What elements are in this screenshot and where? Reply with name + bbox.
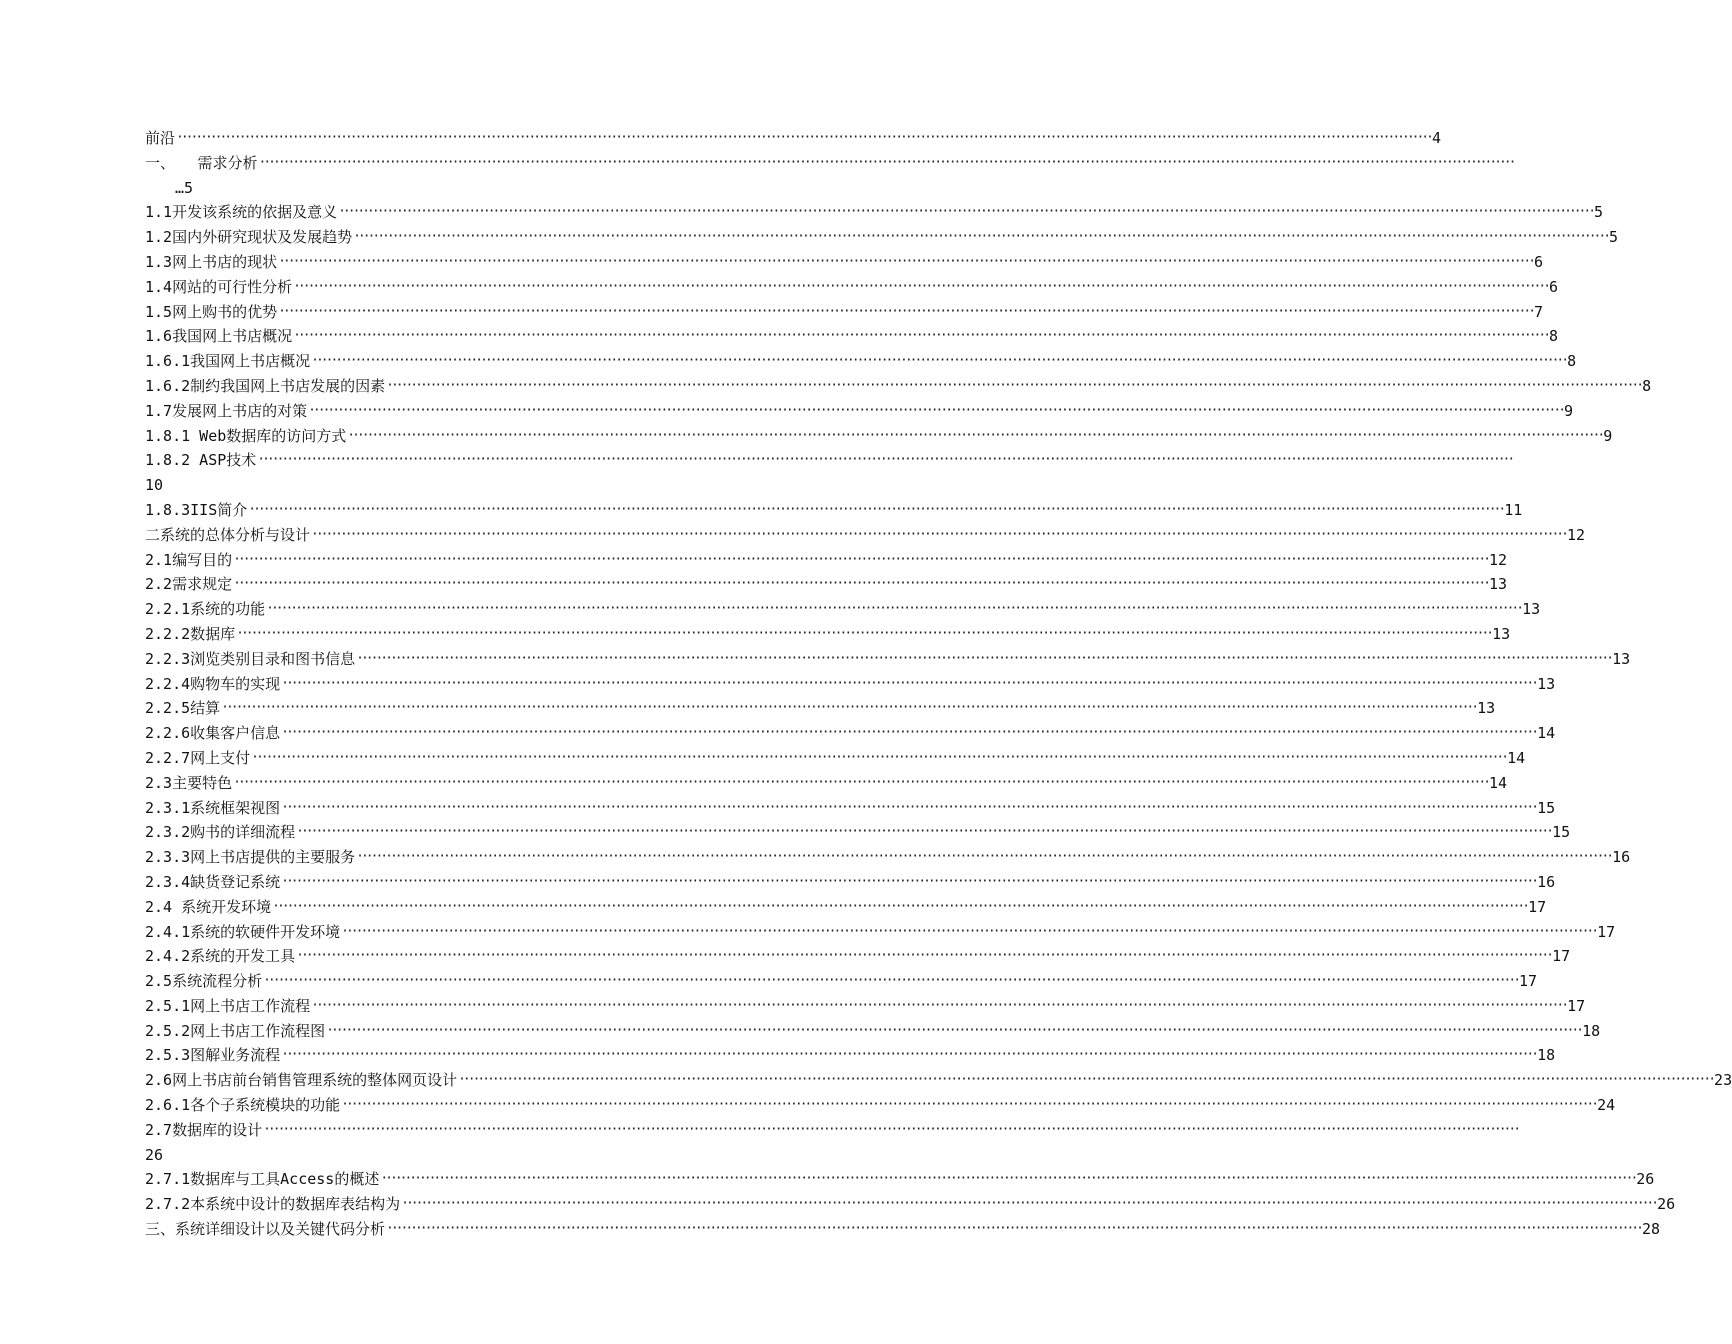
toc-entry: [145, 399, 1574, 424]
toc-leader-dots: ····································································································································································································································································: [272, 898, 1528, 914]
toc-entry: [145, 151, 1514, 176]
toc-entry: [145, 1068, 1732, 1093]
toc-entry-title: 2.7.1数据库与工具Access的概述: [145, 1170, 380, 1189]
toc-entry-title: 1.8.3IIS简介: [145, 500, 248, 519]
toc-entry: [145, 324, 1559, 349]
toc-entry-title: 2.3主要特色: [145, 773, 233, 792]
toc-leader-dots: ····································································································································································································································································: [281, 873, 1537, 889]
toc-entry-title: 1.6.1我国网上书店概况: [145, 352, 311, 371]
toc-leader-dots: ····································································································································································································································································: [338, 204, 1594, 220]
toc-entry-title: 2.2.2数据库: [145, 624, 236, 643]
toc-entry-title: 2.5系统流程分析: [145, 972, 263, 991]
toc-leader-dots: ····································································································································································································································································: [281, 725, 1537, 741]
toc-entry-continuation: [145, 176, 810, 201]
toc-entry: [145, 870, 1556, 895]
toc-leader-dots: ····································································································································································································································································: [326, 1022, 1582, 1038]
toc-page-number: 12: [1489, 550, 1508, 569]
toc-entry: [145, 349, 1577, 374]
toc-entry: [145, 126, 1441, 151]
toc-page-number: 13: [1492, 624, 1511, 643]
toc-entry-title: 1.8.2 ASP技术: [145, 451, 257, 470]
toc-page-number: 4: [1431, 129, 1441, 147]
toc-leader-dots: ····································································································································································································································································: [386, 377, 1642, 393]
toc-entry: [145, 994, 1586, 1019]
toc-entry-title: 二系统的总体分析与设计: [145, 525, 311, 544]
toc-page-number: 13: [1489, 575, 1508, 594]
toc-leader-dots: ····································································································································································································································································: [251, 749, 1507, 765]
toc-page-number: 6: [1534, 252, 1544, 271]
toc-leader-dots: ····································································································································································································································································: [248, 501, 1504, 517]
toc-leader-dots: ····································································································································································································································································: [233, 576, 1489, 592]
toc-entry: [145, 771, 1508, 796]
toc-entry-title: 1.2国内外研究现状及发展趋势: [145, 228, 353, 247]
toc-entry-title: 2.7.2本系统中设计的数据库表结构为: [145, 1195, 401, 1214]
toc-leader-dots: ····································································································································································································································································: [278, 303, 1534, 319]
toc-page-number: 17: [1597, 922, 1616, 941]
toc-page-number: 9: [1603, 426, 1613, 445]
toc-leader-dots: ····································································································································································································································································: [353, 229, 1609, 245]
toc-entry-title: 2.3.3网上书店提供的主要服务: [145, 848, 356, 867]
toc-leader-dots: ····································································································································································································································································: [263, 1121, 1519, 1137]
toc-page-number: 18: [1582, 1021, 1601, 1040]
toc-entry-title: 2.7数据库的设计: [145, 1120, 263, 1139]
toc-leader-dots: ····································································································································································································································································: [258, 154, 1514, 170]
toc-page-number: 17: [1567, 996, 1586, 1015]
toc-entry: [145, 721, 1556, 746]
toc-entry-title: 2.6.1各个子系统模块的功能: [145, 1096, 341, 1115]
toc-page-number: 13: [1477, 699, 1496, 718]
toc-entry: [145, 597, 1541, 622]
toc-leader-dots: ····································································································································································································································································: [341, 923, 1597, 939]
toc-leader-dots: ····································································································································································································································································: [308, 402, 1564, 418]
toc-entry: [145, 275, 1559, 300]
toc-leader-dots: ····································································································································································································································································: [311, 526, 1566, 542]
toc-page-number: 24: [1597, 1096, 1616, 1115]
toc-entry-title: 2.3.2购书的详细流程: [145, 823, 296, 842]
toc-page-number: 15: [1552, 823, 1571, 842]
toc-page-number: 28: [1641, 1220, 1661, 1239]
toc-leader-dots: ····································································································································································································································································: [221, 700, 1477, 716]
toc-entry: [145, 1043, 1556, 1068]
toc-leader-dots: ····································································································································································································································································: [176, 130, 1431, 145]
toc-leader-dots: ····································································································································································································································································: [233, 774, 1489, 790]
toc-page-number: 10: [145, 476, 164, 495]
toc-entry: [145, 647, 1631, 672]
toc-entry-title: 2.4.2系统的开发工具: [145, 947, 296, 966]
toc-leader-dots: ····································································································································································································································································: [380, 1171, 1636, 1187]
toc-entry-title: 1.6我国网上书店概况: [145, 327, 293, 346]
toc-page-number: 23: [1714, 1071, 1732, 1090]
toc-entry-title: 2.2.5结算: [145, 699, 221, 718]
toc-entry-title: 2.4.1系统的软硬件开发环境: [145, 922, 341, 941]
toc-entry-title: 2.4 系统开发环境: [145, 897, 272, 916]
toc-leader-dots: ····································································································································································································································································: [341, 1097, 1597, 1113]
toc-leader-dots: ····································································································································································································································································: [281, 1047, 1537, 1063]
toc-page-number: 5: [1594, 203, 1604, 222]
toc-page-number: 13: [1522, 600, 1541, 619]
toc-page-number: 26: [1636, 1170, 1655, 1189]
toc-entry-title: 1.6.2制约我国网上书店发展的因素: [145, 376, 386, 395]
toc-entry: [145, 746, 1526, 771]
toc-page-number: 17: [1528, 897, 1547, 916]
toc-entry: [145, 448, 1513, 473]
toc-leader-dots: ····································································································································································································································································: [296, 824, 1552, 840]
toc-leader-dots: ····································································································································································································································································: [266, 601, 1522, 617]
toc-entry-title: 2.2.1系统的功能: [145, 600, 266, 619]
toc-entry-title: 1.7发展网上书店的对策: [145, 401, 308, 420]
toc-page-number: 17: [1552, 947, 1571, 966]
toc-leader-dots: ····································································································································································································································································: [257, 452, 1513, 468]
toc-entry-title: 1.8.1 Web数据库的访问方式: [145, 426, 347, 445]
toc-entry: [145, 820, 1571, 845]
toc-leader-dots: ····································································································································································································································································: [281, 799, 1537, 815]
toc-leader-dots: ····································································································································································································································································: [293, 328, 1549, 344]
toc-entry-title: 2.6网上书店前台销售管理系统的整体网页设计: [145, 1071, 458, 1090]
toc-entry-title: 2.5.3图解业务流程: [145, 1046, 281, 1065]
toc-entry-title: 一、 需求分析: [145, 153, 258, 172]
toc-entry: [145, 969, 1538, 994]
toc-entry-title: 前沿: [145, 129, 176, 147]
toc-entry: [145, 1019, 1601, 1044]
toc-entry-title: 2.2.6收集客户信息: [145, 724, 281, 743]
table-of-contents: [145, 126, 1732, 1242]
toc-entry-title: 2.2需求规定: [145, 575, 233, 594]
toc-page-number: 26: [1657, 1195, 1676, 1214]
toc-entry: [145, 548, 1508, 573]
toc-entry: [145, 944, 1571, 969]
toc-page-number: 13: [1537, 674, 1556, 693]
toc-entry: [145, 622, 1511, 647]
toc-leader-dots: ····································································································································································································································································: [356, 849, 1612, 865]
toc-page-number: 14: [1489, 773, 1508, 792]
toc-leader-dots: ····································································································································································································································································: [401, 1196, 1657, 1212]
toc-entry-title: 2.5.1网上书店工作流程: [145, 996, 311, 1015]
toc-page-number: 14: [1537, 724, 1556, 743]
toc-entry: [145, 672, 1556, 697]
toc-page-number: 16: [1537, 872, 1556, 891]
toc-entry: [145, 1217, 1661, 1242]
toc-entry-title: 2.2.3浏览类别目录和图书信息: [145, 649, 356, 668]
toc-entry-title: 2.2.4购物车的实现: [145, 674, 281, 693]
toc-leader-dots: ····································································································································································································································································: [458, 1072, 1714, 1088]
toc-entry: [145, 250, 1544, 275]
toc-page-number: 8: [1549, 327, 1559, 346]
toc-entry: [145, 845, 1631, 870]
toc-entry: [145, 796, 1556, 821]
toc-entry-title: 1.1开发该系统的依据及意义: [145, 203, 338, 222]
toc-entry-continuation: [145, 1143, 810, 1168]
toc-page-number: …5: [175, 178, 194, 197]
toc-page-number: 8: [1642, 376, 1652, 395]
toc-entry-title: 2.2.7网上支付: [145, 748, 251, 767]
toc-entry: [145, 200, 1604, 225]
toc-page-number: 11: [1504, 500, 1523, 519]
toc-page-number: 6: [1549, 277, 1559, 296]
toc-entry: [145, 225, 1619, 250]
toc-leader-dots: ····································································································································································································································································: [236, 625, 1492, 641]
toc-entry: [145, 1192, 1676, 1217]
toc-leader-dots: ····································································································································································································································································: [293, 278, 1549, 294]
toc-page-number: 15: [1537, 798, 1556, 817]
toc-entry: [145, 696, 1496, 721]
toc-leader-dots: ····································································································································································································································································: [281, 675, 1537, 691]
toc-leader-dots: ····································································································································································································································································: [296, 948, 1552, 964]
toc-entry-title: 2.5.2网上书店工作流程图: [145, 1021, 326, 1040]
toc-leader-dots: ····································································································································································································································································: [233, 551, 1489, 567]
toc-page-number: 12: [1566, 525, 1586, 544]
toc-entry: [145, 424, 1613, 449]
toc-entry: [145, 572, 1508, 597]
toc-page-number: 16: [1612, 848, 1631, 867]
toc-entry: [145, 374, 1652, 399]
toc-entry-title: 1.3网上书店的现状: [145, 252, 278, 271]
toc-entry: [145, 523, 1586, 548]
toc-entry: [145, 1167, 1655, 1192]
toc-leader-dots: ····································································································································································································································································: [263, 973, 1519, 989]
toc-entry-title: 1.5网上购书的优势: [145, 302, 278, 321]
toc-entry: [145, 920, 1616, 945]
toc-leader-dots: ····································································································································································································································································: [386, 1221, 1641, 1237]
toc-entry: [145, 498, 1523, 523]
toc-page-number: 14: [1507, 748, 1526, 767]
toc-page-number: 8: [1567, 352, 1577, 371]
toc-page-number: 18: [1537, 1046, 1556, 1065]
toc-leader-dots: ····································································································································································································································································: [311, 353, 1567, 369]
toc-page-number: 7: [1534, 302, 1544, 321]
toc-entry-title: 1.4网站的可行性分析: [145, 277, 293, 296]
toc-page-number: 13: [1612, 649, 1631, 668]
toc-leader-dots: ····································································································································································································································································: [347, 427, 1603, 443]
toc-entry: [145, 1118, 1519, 1143]
toc-page-number: 9: [1564, 401, 1574, 420]
toc-entry-title: 2.1编写目的: [145, 550, 233, 569]
toc-entry: [145, 300, 1544, 325]
toc-leader-dots: ····································································································································································································································································: [278, 253, 1534, 269]
toc-entry-title: 2.3.1系统框架视图: [145, 798, 281, 817]
toc-leader-dots: ····································································································································································································································································: [311, 997, 1567, 1013]
toc-entry-title: 三、系统详细设计以及关键代码分析: [145, 1220, 386, 1239]
toc-page-number: 5: [1609, 228, 1619, 247]
toc-leader-dots: ····································································································································································································································································: [356, 650, 1612, 666]
toc-entry-continuation: [145, 473, 810, 498]
toc-page-number: 17: [1519, 972, 1538, 991]
toc-entry: [145, 895, 1547, 920]
toc-entry: [145, 1093, 1616, 1118]
toc-page-number: 26: [145, 1145, 164, 1164]
toc-entry-title: 2.3.4缺货登记系统: [145, 872, 281, 891]
